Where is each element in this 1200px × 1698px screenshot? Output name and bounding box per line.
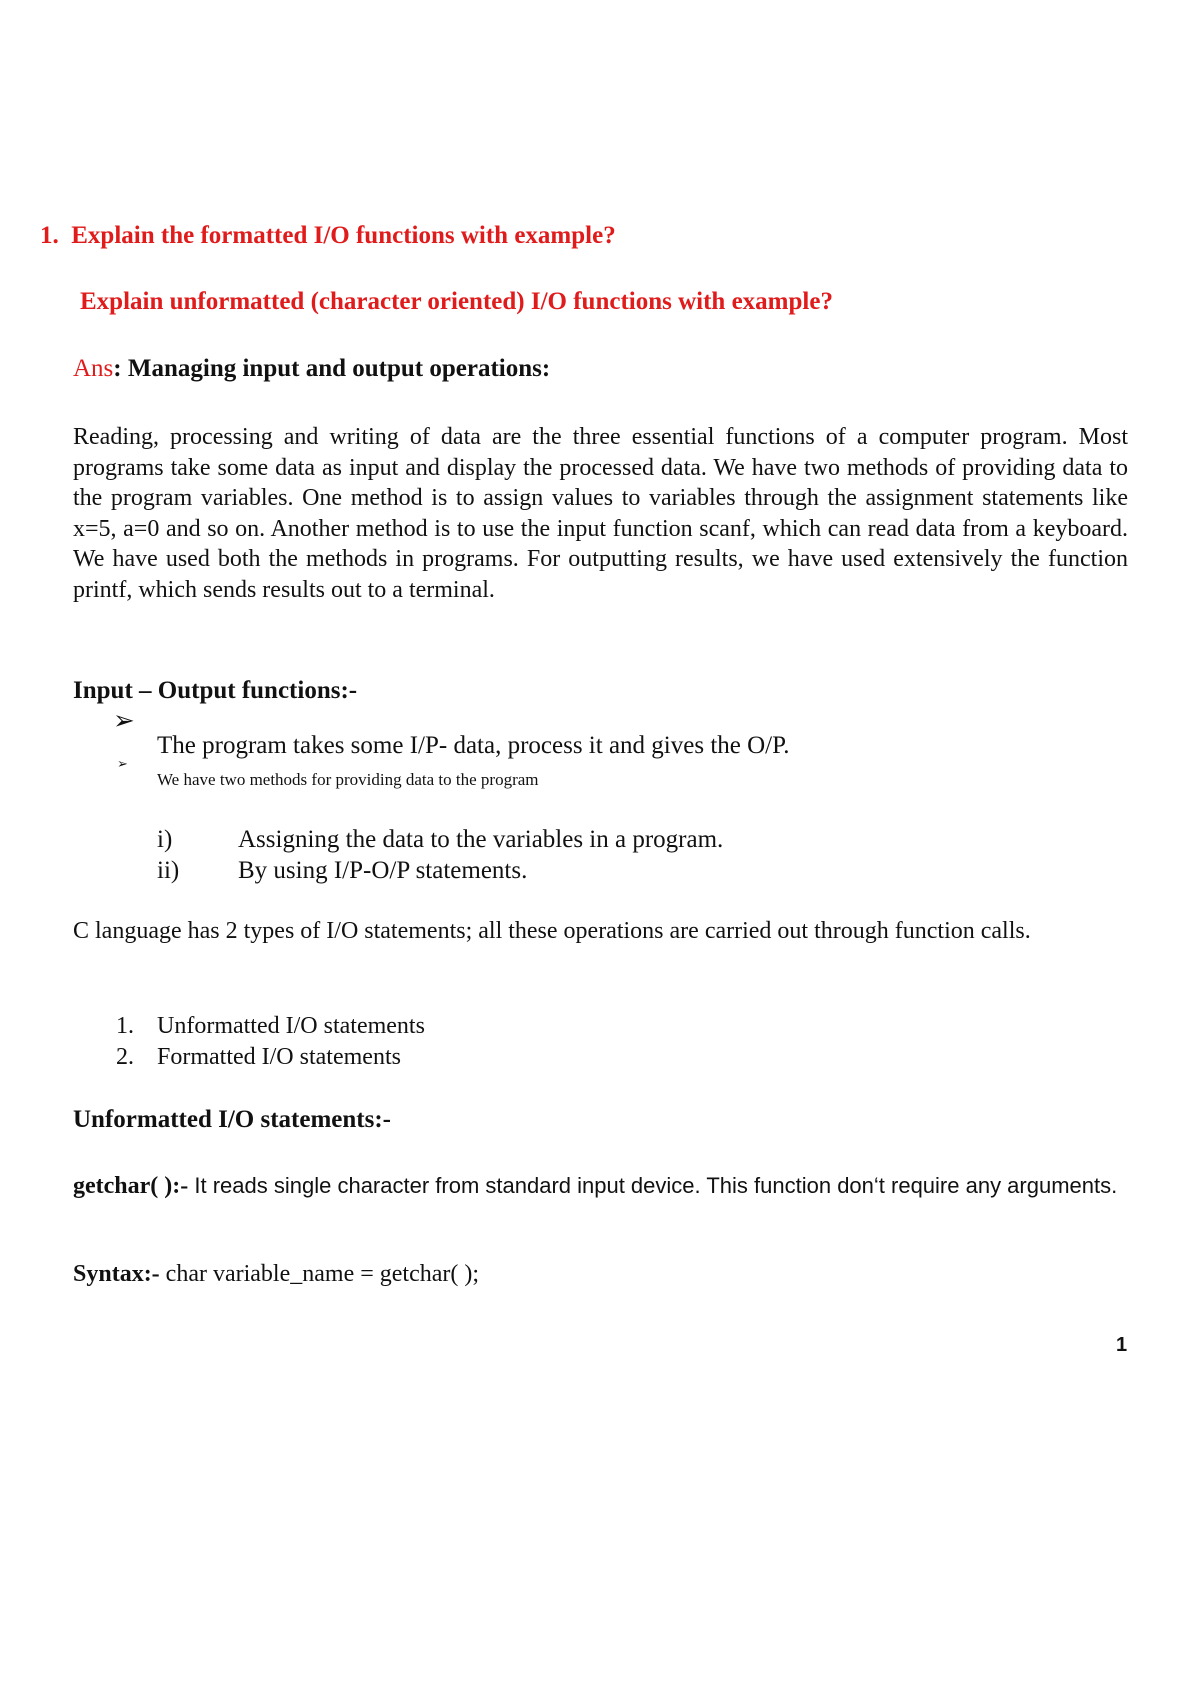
syntax-line xyxy=(73,1261,479,1288)
page-number: 1 xyxy=(1116,1334,1128,1356)
answer-prefix: Ans xyxy=(73,355,114,382)
list-item: Unformatted I/O statements xyxy=(157,1013,425,1039)
question-number: 1. xyxy=(40,222,59,249)
intro-paragraph: Reading, processing and writing of data are the three essential functions of a computer program. Most programs take some data as input and display the processed data. We have two methods of providing data to the program variables. One method is to assign values to variables through the assignment statements like x=5, a=0 and so on. Another method is to use the input function scanf, which can read data from a keyboard. We have used both the methods in programs. For outputting results, we have used extensively the function printf, which sends results out to a terminal. xyxy=(73,424,1128,603)
getchar-description: It reads single character from standard input device. This function don‘t require any arguments. xyxy=(188,1173,1118,1198)
bullet-item-2: We have two methods for providing data to the program xyxy=(157,770,539,789)
question-title xyxy=(40,222,616,250)
getchar-paragraph xyxy=(73,1172,1133,1200)
syntax-code: char variable_name = getchar( ); xyxy=(159,1261,480,1287)
getchar-label: getchar( ):- xyxy=(73,1173,189,1199)
arrow-bullet-icon: ➢ xyxy=(113,706,135,736)
method-text: By using I/P-O/P statements. xyxy=(238,857,528,884)
list-marker: 1. xyxy=(116,1013,134,1039)
list-marker: 2. xyxy=(116,1044,134,1070)
syntax-label: Syntax:- xyxy=(73,1261,160,1287)
answer-heading-text: : Managing input and output operations: xyxy=(113,355,551,382)
method-text: Assigning the data to the variables in a program. xyxy=(238,826,724,853)
list-item: Formatted I/O statements xyxy=(157,1044,401,1070)
question-title-text: Explain the formatted I/O functions with example? xyxy=(71,222,616,249)
answer-heading xyxy=(73,355,550,383)
method-marker: ii) xyxy=(157,857,180,884)
question-subtitle: Explain unformatted (character oriented) I/O functions with example? xyxy=(80,288,833,315)
types-paragraph: C language has 2 types of I/O statements; all these operations are carried out through function calls. xyxy=(73,918,1031,944)
io-functions-heading: Input – Output functions:- xyxy=(73,677,358,704)
method-marker: i) xyxy=(157,826,173,853)
unformatted-heading: Unformatted I/O statements:- xyxy=(73,1106,391,1133)
arrow-bullet-icon: ➢ xyxy=(117,757,128,772)
bullet-item-1: The program takes some I/P- data, process it and gives the O/P. xyxy=(157,732,790,759)
